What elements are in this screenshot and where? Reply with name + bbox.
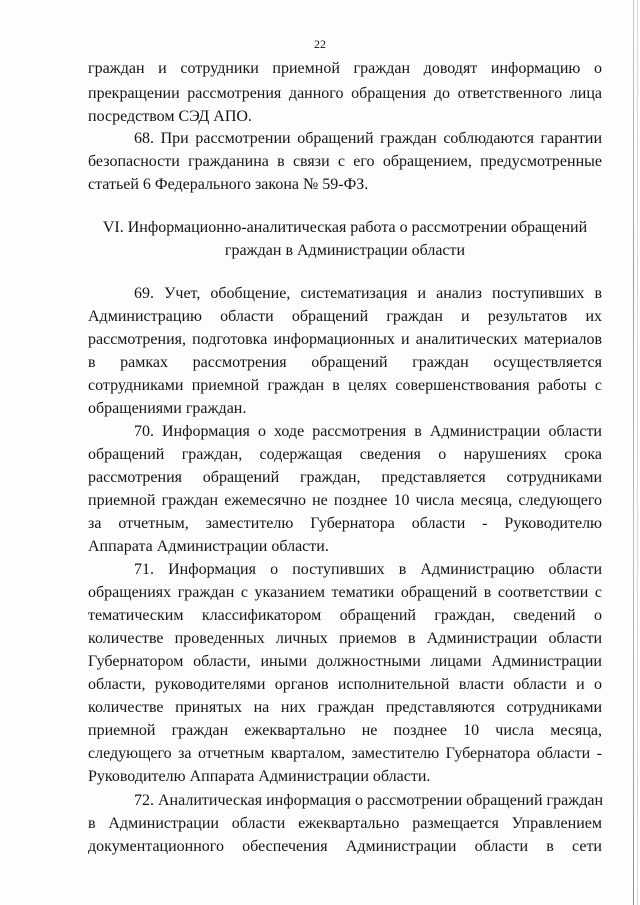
text-line: тематическим классификатором обращений граждан, сведений о xyxy=(88,607,602,624)
text-line: области, руководителями органов исполнительной власти области и о xyxy=(88,676,602,693)
text-line: обращений граждан, содержащая сведения о нарушениях срока xyxy=(88,446,602,463)
text-line: Губернатором области, иными должностными лицами Администрации xyxy=(88,653,602,670)
text-line: статьей 6 Федерального закона № 59-ФЗ. xyxy=(88,176,369,193)
text-line: безопасности гражданина в связи с его обращением, предусмотренные xyxy=(88,153,602,170)
text-line: прекращении рассмотрения данного обращения до ответственного лица xyxy=(88,85,602,102)
text-line: в Администрации области ежеквартально размещается Управлением xyxy=(88,815,602,832)
text-line: рассмотрения обращений граждан, представляется сотрудниками xyxy=(88,469,602,486)
text-line: количестве принятых на них граждан представляются сотрудниками xyxy=(88,699,602,716)
text-line: 68. При рассмотрении обращений граждан соблюдаются гарантии xyxy=(134,130,602,147)
text-line: следующего за отчетным кварталом, заместителю Губернатора области - xyxy=(88,745,602,762)
section-heading: граждан в Администрации области xyxy=(224,242,466,259)
text-line: обращениями граждан. xyxy=(88,400,247,417)
text-line: сотрудниками приемной граждан в целях совершенствования работы с xyxy=(88,377,602,394)
text-line: Аппарата Администрации области. xyxy=(88,538,329,555)
text-line: 71. Информация о поступивших в Администрацию области xyxy=(134,561,602,578)
text-line: 72. Аналитическая информация о рассмотрении обращений граждан xyxy=(134,792,604,809)
text-line: граждан и сотрудники приемной граждан доводят информацию о xyxy=(88,60,602,77)
text-line: Руководителю Аппарата Администрации области. xyxy=(88,768,431,785)
text-line: приемной граждан ежеквартально не позднее 10 числа месяца, xyxy=(88,722,602,739)
scan-edge-shadow xyxy=(633,0,634,905)
text-line: за отчетным, заместителю Губернатора области - Руководителю xyxy=(88,515,602,532)
text-line: Администрацию области обращений граждан и результатов их xyxy=(88,308,602,325)
text-line: посредством СЭД АПО. xyxy=(88,108,252,125)
text-line: 70. Информация о ходе рассмотрения в Администрации области xyxy=(134,423,602,440)
text-line: документационного обеспечения Администрации области в сети xyxy=(88,838,602,855)
text-line: обращениях граждан с указанием тематики обращений в соответствии с xyxy=(88,584,602,601)
text-line: приемной граждан ежемесячно не позднее 10 числа месяца, следующего xyxy=(88,492,602,509)
page-number: 22 xyxy=(314,37,326,51)
text-line: 69. Учет, обобщение, систематизация и анализ поступивших в xyxy=(134,285,602,302)
text-line: количестве проведенных личных приемов в Администрации области xyxy=(88,630,602,647)
text-line: рассмотрения, подготовка информационных и аналитических материалов xyxy=(88,331,602,348)
scan-edge-shadow-outer xyxy=(637,0,638,905)
text-line: в рамках рассмотрения обращений граждан осуществляется xyxy=(88,354,602,371)
section-heading: VI. Информационно-аналитическая работа о рассмотрении обращений xyxy=(102,219,588,236)
